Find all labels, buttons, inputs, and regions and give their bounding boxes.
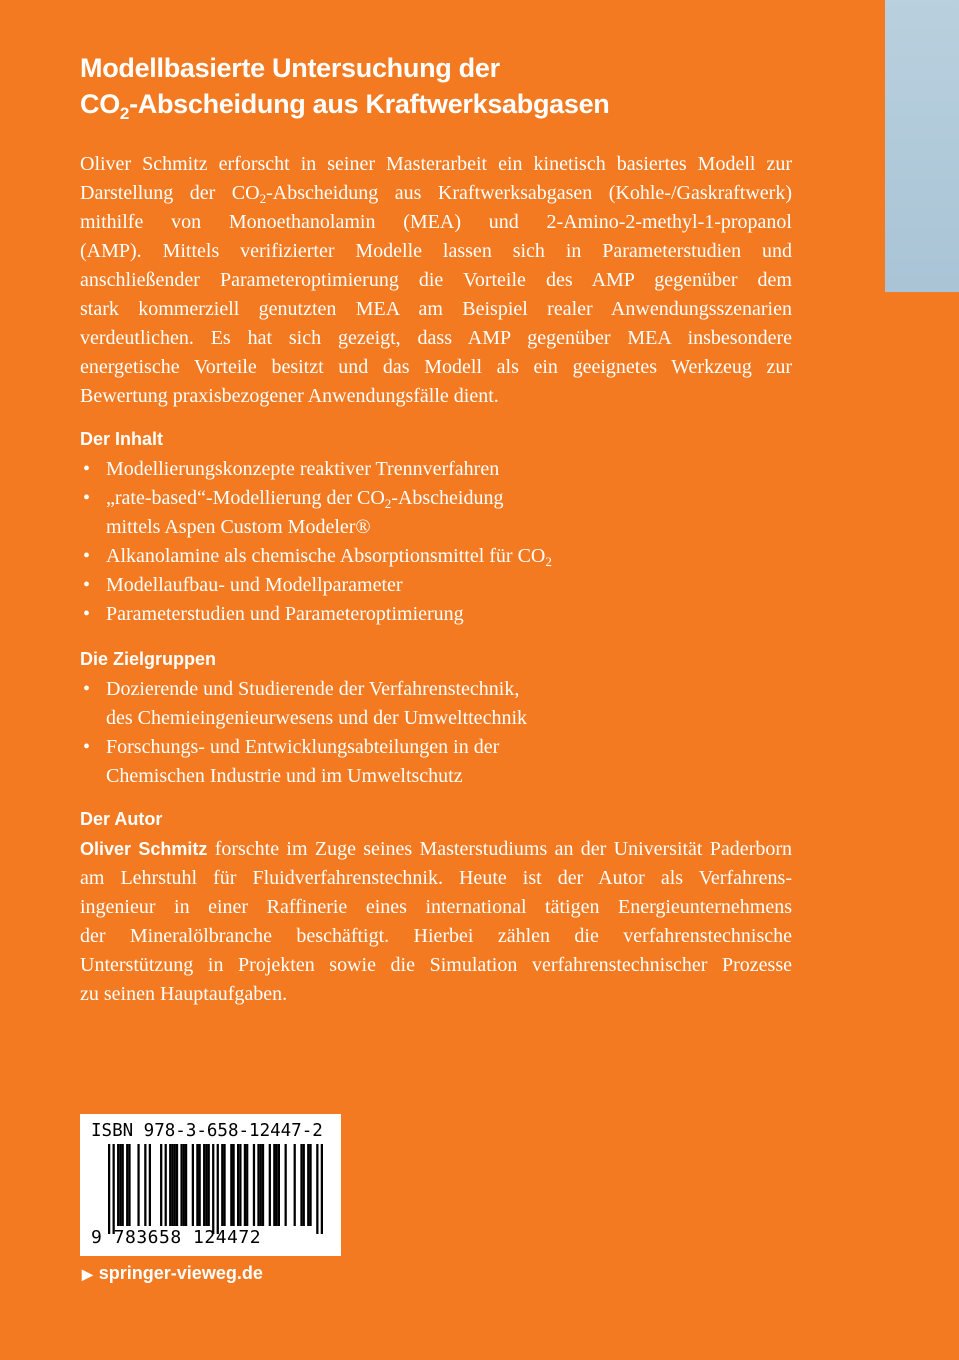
bullet-icon: • <box>83 678 91 700</box>
intro-line: anschließender Parameteroptimierung die Vorteile des AMP gegenüber dem <box>80 269 792 291</box>
barcode-bar <box>246 1144 248 1226</box>
autor-heading: Der Autor <box>80 809 163 829</box>
barcode-bar <box>307 1144 309 1226</box>
barcode-bar <box>174 1144 176 1226</box>
barcode-bar <box>122 1144 124 1226</box>
isbn-text: ISBN 978-3-658-12447-2 <box>91 1121 323 1141</box>
decorative-side-band <box>885 0 959 292</box>
author-line: zu seinen Hauptaufgaben. <box>80 983 288 1005</box>
barcode-bar <box>144 1144 146 1226</box>
author-line: ingenieur in einer Raffinerie eines international tätigen Energieunternehmens <box>80 896 792 918</box>
isbn-barcode <box>80 1114 341 1256</box>
barcode-bar <box>260 1144 262 1226</box>
author-name: Oliver Schmitz <box>80 839 208 859</box>
bullet-icon: • <box>83 603 91 625</box>
bullet-icon: • <box>83 736 91 758</box>
list-item <box>80 733 792 791</box>
bullet-icon: • <box>83 458 91 480</box>
intro-line: mithilfe von Monoethanolamin (MEA) und 2-Amino-2-methyl-1-propanol <box>80 211 792 233</box>
barcode-bar <box>196 1144 198 1226</box>
barcode-bar <box>294 1144 296 1226</box>
barcode-bar <box>137 1144 139 1226</box>
barcode-bar <box>269 1144 271 1226</box>
barcode-digits: 9 783658 124472 <box>91 1227 262 1248</box>
barcode-bar <box>237 1144 239 1226</box>
barcode-bar <box>309 1144 311 1226</box>
barcode-bar <box>303 1144 305 1226</box>
list-item <box>80 542 792 571</box>
author-paragraph <box>80 835 792 1009</box>
barcode-bar <box>149 1144 151 1226</box>
intro-line: (AMP). Mittels verifizierter Modelle lassen sich in Parameterstudien und <box>80 240 792 262</box>
barcode-bar <box>257 1144 259 1226</box>
barcode-bar <box>244 1144 246 1226</box>
barcode-bar <box>316 1144 318 1234</box>
barcode-bars <box>108 1144 323 1234</box>
barcode-bar <box>126 1144 128 1226</box>
barcode-bar <box>108 1144 110 1234</box>
list-item <box>80 571 792 600</box>
zielgruppen-heading: Die Zielgruppen <box>80 649 217 669</box>
intro-line: stark kommerziell genutzten MEA am Beispiel realer Anwendungsszenarien <box>80 298 792 320</box>
barcode-bar <box>205 1144 207 1226</box>
barcode-bar <box>230 1144 232 1226</box>
intro-line: Darstellung der $CO_2$-Abscheidung aus Kraftwerksabgasen (Kohle-/Gaskraftwerk) <box>80 182 793 206</box>
barcode-bar <box>300 1144 302 1226</box>
list-item-text: Alkanolamine als chemische Absorptionsmittel für $CO_2$ <box>106 545 552 569</box>
intro-line: Bewertung praxisbezogener Anwendungsfälle dient. <box>80 385 499 407</box>
list-item-text: Chemischen Industrie und im Umweltschutz <box>106 765 463 787</box>
publisher-link[interactable] <box>82 1262 263 1285</box>
publisher-url: springer-vieweg.de <box>98 1263 263 1283</box>
author-line: Oliver Schmitz forschte im Zuge seines Masterstudiums an der Universität Paderborn <box>80 838 793 860</box>
list-item-text: Modellierungskonzepte reaktiver Trennverfahren <box>106 458 500 480</box>
inhalt-heading: Der Inhalt <box>80 429 164 449</box>
barcode-bar <box>203 1144 205 1226</box>
list-item <box>80 455 792 484</box>
barcode-bar <box>278 1144 280 1226</box>
intro-paragraph <box>80 150 792 411</box>
barcode-bar <box>253 1144 255 1226</box>
barcode-bar <box>275 1144 277 1226</box>
title-line-1: Modellbasierte Untersuchung der <box>80 53 500 83</box>
barcode-bar <box>165 1144 167 1226</box>
barcode-bar <box>221 1144 223 1226</box>
barcode-bar <box>117 1144 119 1226</box>
list-item-text: Parameterstudien und Parameteroptimierung <box>106 603 464 625</box>
list-item-text: Dozierende und Studierende der Verfahrenstechnik, <box>106 678 520 700</box>
intro-line: energetische Vorteile besitzt und das Modell als ein geeignetes Werkzeug zur <box>80 356 792 378</box>
author-line: der Mineralölbranche beschäftigt. Hierbei zählen die verfahrenstechnische <box>80 925 792 947</box>
barcode-bar <box>212 1144 214 1234</box>
barcode-bar <box>180 1144 182 1226</box>
list-item-text: des Chemieingenieurwesens und der Umwelttechnik <box>106 707 527 729</box>
barcode-bar <box>183 1144 185 1226</box>
barcode-bar <box>232 1144 234 1226</box>
list-item <box>80 675 792 733</box>
intro-line: verdeutlichen. Es hat sich gezeigt, dass AMP gegenüber MEA insbesondere <box>80 327 792 349</box>
author-line: am Lehrstuhl für Fluidverfahrenstechnik. Heute ist der Autor als Verfahrens- <box>80 867 792 889</box>
barcode-bar <box>160 1144 162 1226</box>
list-item <box>80 600 792 629</box>
barcode-bar <box>113 1144 115 1234</box>
barcode-bar <box>128 1144 130 1226</box>
barcode-bar <box>273 1144 275 1226</box>
list-item <box>80 484 792 542</box>
author-line: Unterstützung in Projekten sowie die Simulation verfahrenstechnischer Prozesse <box>80 954 792 976</box>
barcode-bar <box>199 1144 201 1226</box>
barcode-bar <box>239 1144 241 1226</box>
barcode-bar <box>223 1144 225 1226</box>
bullet-icon: • <box>83 545 91 567</box>
barcode-bar <box>192 1144 194 1226</box>
list-item-text: „rate-based“-Modellierung der $CO_2$-Abscheidung <box>106 487 504 511</box>
barcode-bar <box>171 1144 173 1226</box>
list-item-text: Forschungs- und Entwicklungsabteilungen in der <box>106 736 500 758</box>
list-item-text: mittels Aspen Custom Modeler® <box>106 516 371 538</box>
barcode-bar <box>185 1144 187 1226</box>
list-item-text: Modellaufbau- und Modellparameter <box>106 574 403 596</box>
barcode-bar <box>176 1144 178 1226</box>
barcode-bar <box>262 1144 264 1226</box>
bullet-icon: • <box>83 574 91 596</box>
barcode-bar <box>285 1144 287 1226</box>
bullet-icon: • <box>83 487 91 509</box>
barcode-bar <box>217 1144 219 1234</box>
barcode-bar <box>208 1144 210 1226</box>
book-title <box>80 50 860 122</box>
barcode-bar <box>321 1144 323 1234</box>
title-line-2: $CO_2$-Abscheidung aus Kraftwerksabgasen <box>80 89 610 123</box>
inhalt-list <box>80 455 792 629</box>
zielgruppen-list <box>80 675 792 791</box>
arrow-right-icon: ▶ <box>82 1266 93 1282</box>
intro-line: Oliver Schmitz erforscht in seiner Masterarbeit ein kinetisch basiertes Modell zur <box>80 153 792 175</box>
barcode-bar <box>119 1144 121 1226</box>
barcode-bar <box>169 1144 171 1226</box>
